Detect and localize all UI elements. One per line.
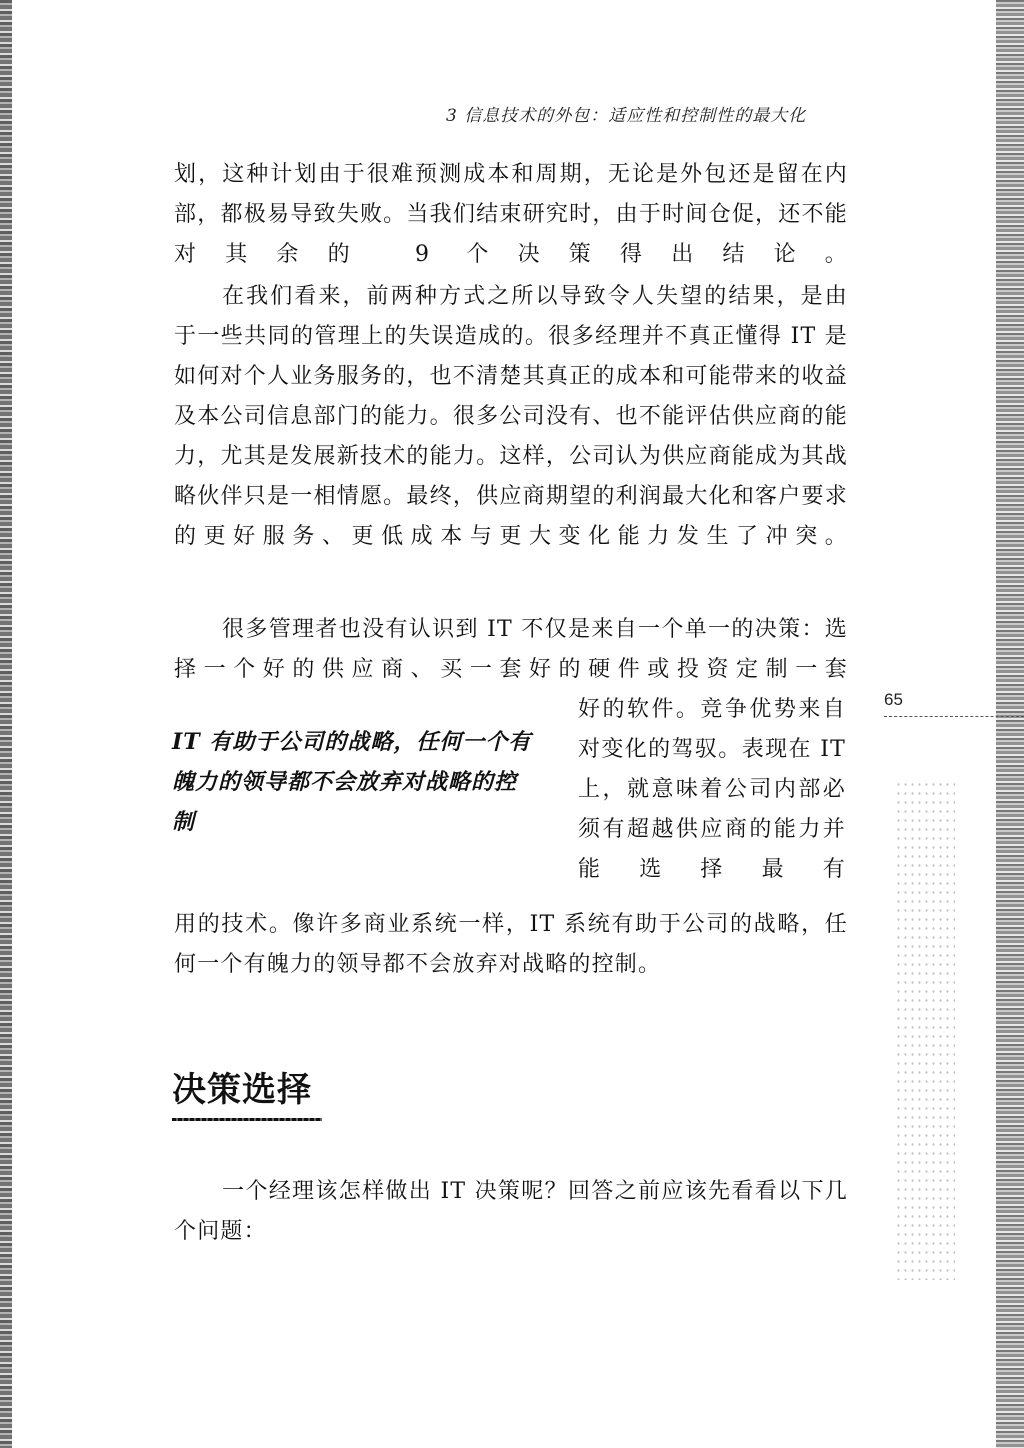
running-header: 3 信息技术的外包：适应性和控制性的最大化	[446, 106, 807, 126]
scan-edge-left	[0, 0, 12, 1448]
scan-specks	[895, 780, 955, 1280]
page-number-rule	[884, 716, 1024, 717]
paragraph-3-intro: 很多管理者也没有认识到 IT 不仅是来自一个单一的决策：选择一个好的供应商、买一套好的硬件或投资定制一套	[174, 617, 848, 682]
page-number: 65	[884, 690, 903, 709]
paragraph-3-end: 用的技术。像许多商业系统一样，IT 系统有助于公司的战略，任何一个有魄力的领导都不会放弃对战略的控制。	[174, 912, 848, 977]
section-title: 决策选择	[172, 1070, 312, 1110]
pull-quote: IT 有助于公司的战略，任何一个有魄力的领导都不会放弃对战略的控制	[172, 729, 532, 835]
section-title-underline	[172, 1118, 322, 1121]
paragraph-2: 在我们看来，前两种方式之所以导致令人失望的结果，是由于一些共同的管理上的失误造成的。很多经理并不真正懂得 IT 是如何对个人业务服务的，也不清楚其真正的成本和可能带来的收益及本公司信息部门的能力。很多公司没有、也不能评估供应商的能力，尤其是发展新技术的能力。这样，公司认为供应商能成为其战略伙伴只是一相情愿。最终，供应商期望的利润最大化和客户要求的更好服务、更低成本与更大变化能力发生了冲突。	[174, 284, 848, 549]
paragraph-4: 一个经理该怎样做出 IT 决策呢？回答之前应该先看看以下几个问题：	[174, 1179, 848, 1244]
scan-edge-right	[996, 0, 1024, 1448]
paragraph-1: 划，这种计划由于很难预测成本和周期，无论是外包还是留在内部，都极易导致失败。当我们结束研究时，由于时间仓促，还不能对其余的 9 个决策得出结论。	[174, 162, 848, 267]
paragraph-3-wrapped: 好的软件。竞争优势来自对变化的驾驭。表现在 IT 上，就意味着公司内部必须有超越供应商的能力并能选择最有	[578, 697, 846, 882]
